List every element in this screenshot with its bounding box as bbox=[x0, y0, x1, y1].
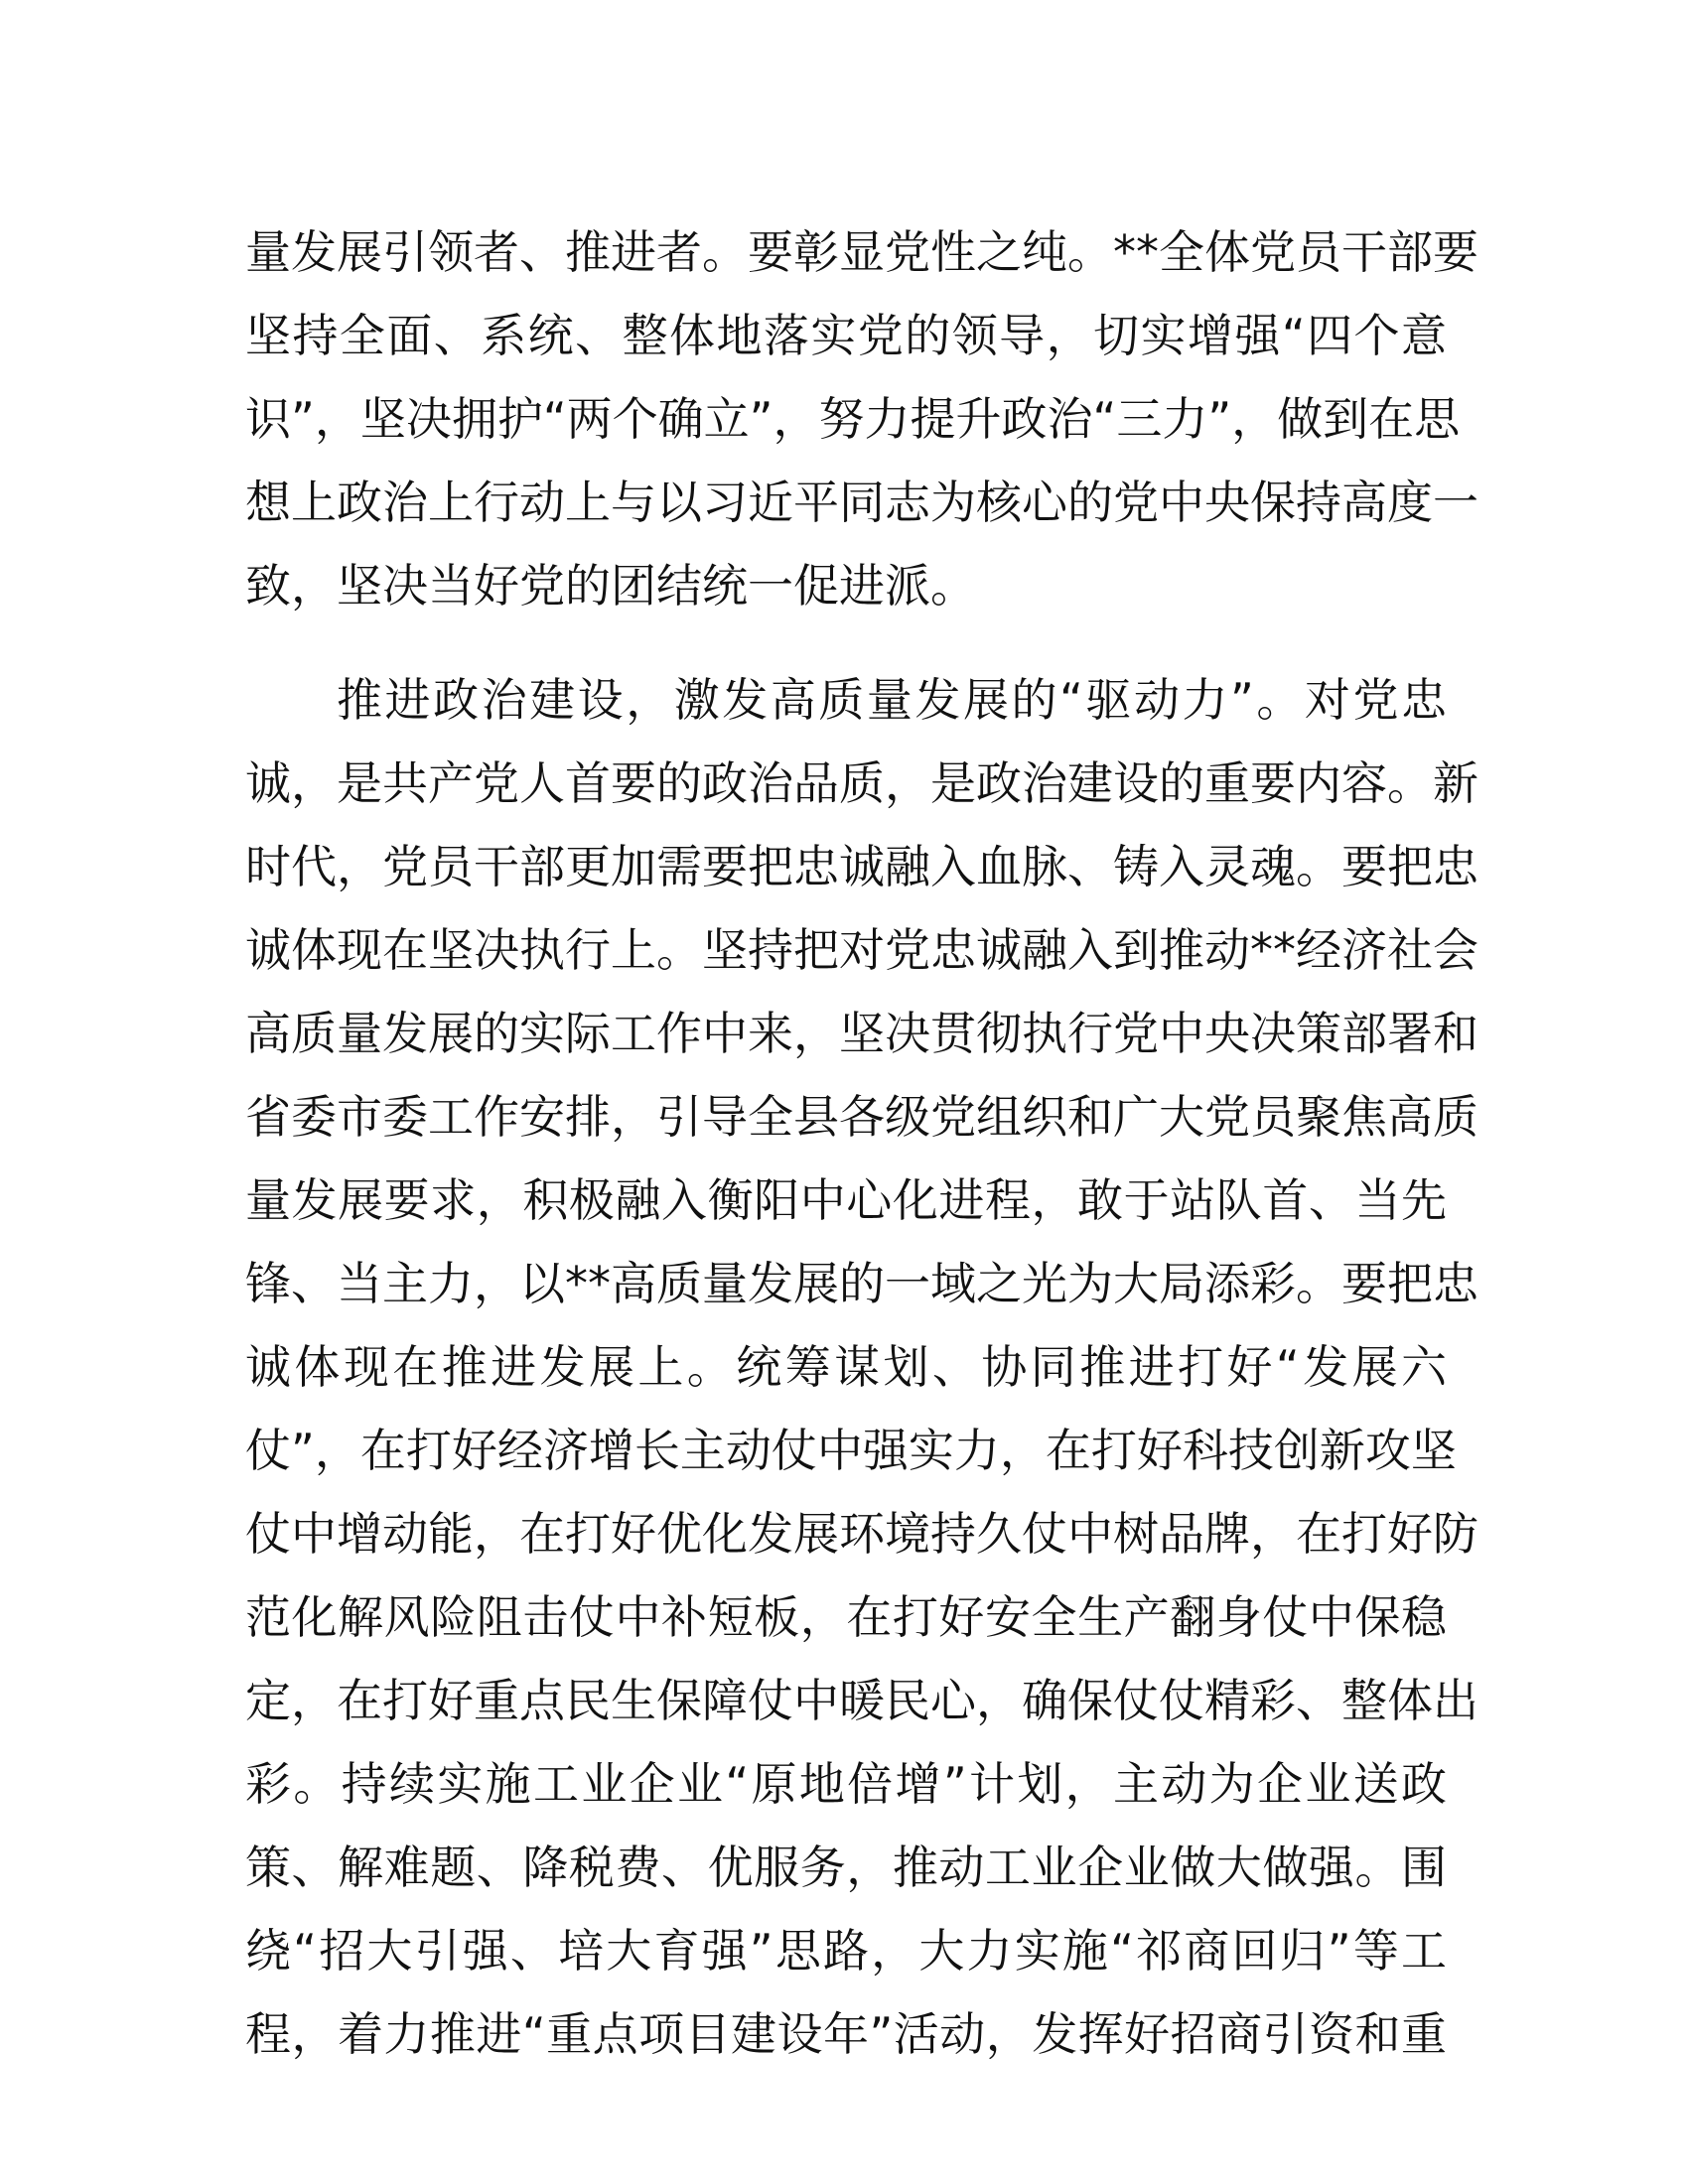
paragraph-2-line-12: 范化解风险阻击仗中补短板，在打好安全生产翻身仗中保稳 bbox=[245, 1590, 1447, 1644]
paragraph-2-line-1: 推进政治建设，激发高质量发展的“驱动力”。对党忠 bbox=[337, 673, 1447, 727]
paragraph-2-line-14: 彩。持续实施工业企业“原地倍增”计划，主动为企业送政 bbox=[245, 1757, 1447, 1811]
paragraph-2-line-5: 高质量发展的实际工作中来，坚决贯彻执行党中央决策部署和 bbox=[245, 1007, 1478, 1060]
paragraph-spacer bbox=[245, 627, 1447, 658]
paragraph-2-line-17: 程，着力推进“重点项目建设年”活动，发挥好招商引资和重 bbox=[245, 2007, 1447, 2061]
paragraph-2-line-8: 锋、当主力，以**高质量发展的一域之光为大局添彩。要把忠 bbox=[245, 1257, 1478, 1310]
paragraph-2-line-2: 诚，是共产党人首要的政治品质，是政治建设的重要内容。新 bbox=[245, 756, 1478, 810]
paragraph-2-line-15: 策、解难题、降税费、优服务，推动工业企业做大做强。围 bbox=[245, 1841, 1447, 1894]
paragraph-2-line-6: 省委市委工作安排，引导全县各级党组织和广大党员聚焦高质 bbox=[245, 1090, 1478, 1144]
paragraph-2-line-13: 定，在打好重点民生保障仗中暖民心，确保仗仗精彩、整体出 bbox=[245, 1674, 1478, 1727]
paragraph-1-line-4: 想上政治上行动上与以习近平同志为核心的党中央保持高度一 bbox=[245, 476, 1478, 529]
paragraph-1-line-3: 识”，坚决拥护“两个确立”，努力提升政治“三力”，做到在思 bbox=[245, 392, 1461, 446]
paragraph-2-line-3: 时代，党员干部更加需要把忠诚融入血脉、铸入灵魂。要把忠 bbox=[245, 840, 1478, 893]
paragraph-1-line-1: 量发展引领者、推进者。要彰显党性之纯。**全体党员干部要 bbox=[245, 225, 1478, 279]
paragraph-2-line-4: 诚体现在坚决执行上。坚持把对党忠诚融入到推动**经济社会 bbox=[245, 923, 1478, 977]
paragraph-2-line-10: 仗”，在打好经济增长主动仗中强实力，在打好科技创新攻坚 bbox=[245, 1424, 1457, 1477]
paragraph-2-line-11: 仗中增动能，在打好优化发展环境持久仗中树品牌，在打好防 bbox=[245, 1507, 1478, 1561]
paragraph-1-line-2: 坚持全面、系统、整体地落实党的领导，切实增强“四个意 bbox=[245, 309, 1447, 362]
paragraph-1-line-5: 致，坚决当好党的团结统一促进派。 bbox=[245, 559, 976, 613]
body-text bbox=[245, 210, 1478, 2076]
paragraph-2-line-9: 诚体现在推进发展上。统筹谋划、协同推进打好“发展六 bbox=[245, 1340, 1447, 1394]
paragraph-2-line-16: 绕“招大引强、培大育强”思路，大力实施“祁商回归”等工 bbox=[245, 1924, 1447, 1978]
paragraph-2-line-7: 量发展要求，积极融入衡阳中心化进程，敢于站队首、当先 bbox=[245, 1173, 1447, 1227]
